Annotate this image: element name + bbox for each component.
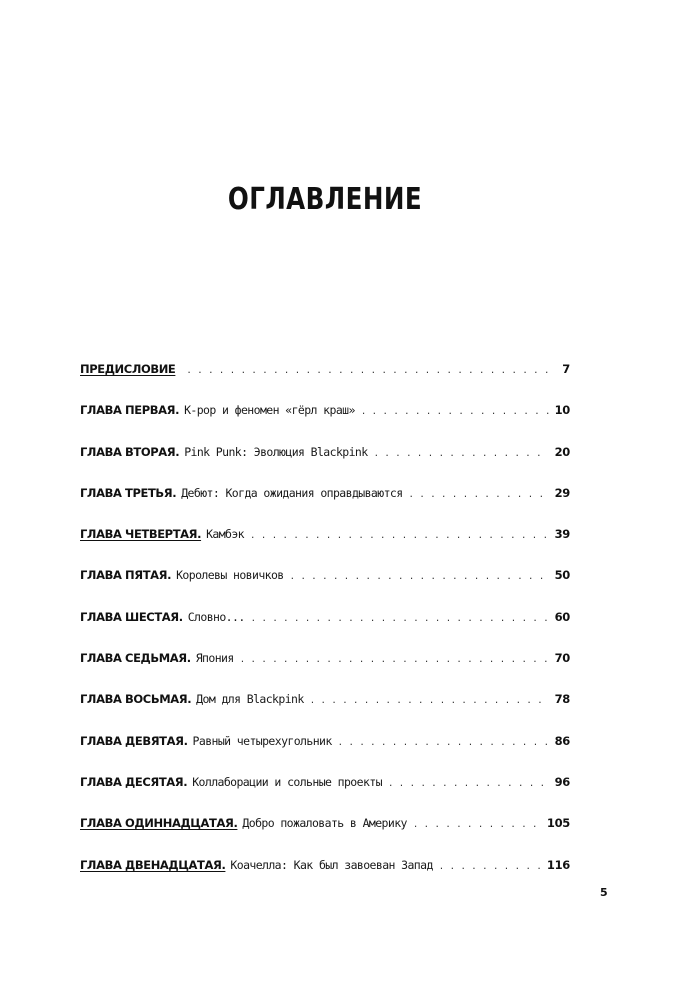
toc-entry-page-number: 105 — [546, 816, 570, 831]
toc-entry-chapter-3[interactable] — [80, 486, 570, 527]
toc-entry-label: ГЛАВА СЕДЬМАЯ. — [80, 651, 191, 666]
toc-entry-chapter-7[interactable] — [80, 651, 570, 692]
toc-entry-label: ГЛАВА ОДИННАДЦАТАЯ. — [80, 816, 238, 831]
toc-entry-chapter-5[interactable] — [80, 568, 570, 609]
toc-entry-chapter-8[interactable] — [80, 692, 570, 733]
toc-entry-page-number: 96 — [554, 774, 570, 789]
toc-leader-dots — [186, 366, 556, 376]
toc-leader-dots — [290, 572, 549, 582]
toc-entry-subtitle: Словно... — [187, 609, 245, 624]
toc-leader-dots — [413, 820, 541, 830]
toc-entry-label: ГЛАВА ВТОРАЯ. — [80, 444, 180, 459]
table-of-contents — [80, 362, 570, 899]
toc-entry-subtitle: Равный четырехугольник — [192, 733, 332, 748]
page-number: 5 — [600, 886, 608, 899]
toc-entry-chapter-4[interactable] — [80, 527, 570, 568]
toc-entry-page-number: 20 — [554, 444, 570, 459]
toc-entry-label: ГЛАВА ДЕВЯТАЯ. — [80, 733, 188, 748]
toc-leader-dots — [338, 738, 549, 748]
toc-entry-chapter-10[interactable] — [80, 775, 570, 816]
toc-entry-subtitle: Коачелла: Как был завоеван Запад — [230, 857, 433, 872]
toc-leader-dots — [251, 614, 549, 624]
toc-entry-label: ПРЕДИСЛОВИЕ — [80, 362, 176, 376]
toc-leader-dots — [374, 449, 549, 459]
toc-entry-label: ГЛАВА ВОСЬМАЯ. — [80, 692, 192, 707]
toc-entry-subtitle: Япония — [195, 651, 234, 666]
toc-entry-subtitle: Королевы новичков — [176, 568, 284, 583]
toc-entry-page-number: 70 — [554, 651, 570, 666]
toc-entry-page-number: 116 — [546, 857, 570, 872]
toc-entry-chapter-11[interactable] — [80, 816, 570, 857]
toc-entry-page-number: 39 — [554, 527, 570, 542]
toc-entry-label: ГЛАВА ШЕСТАЯ. — [80, 609, 183, 624]
toc-entry-chapter-6[interactable] — [80, 610, 570, 651]
toc-leader-dots — [310, 696, 549, 706]
toc-leader-dots — [388, 779, 549, 789]
toc-entry-chapter-9[interactable] — [80, 734, 570, 775]
toc-entry-label: ГЛАВА ДЕСЯТАЯ. — [80, 774, 188, 789]
toc-leader-dots — [409, 490, 549, 500]
toc-entry-page-number: 60 — [554, 609, 570, 624]
toc-entry-label: ГЛАВА ПЕРВАЯ. — [80, 403, 180, 418]
toc-leader-dots — [250, 531, 549, 541]
toc-entry-page-number: 78 — [554, 692, 570, 707]
toc-entry-subtitle: Камбэк — [206, 527, 245, 542]
toc-leader-dots — [439, 862, 541, 872]
toc-entry-page-number: 10 — [554, 403, 570, 418]
toc-leader-dots — [361, 407, 549, 417]
toc-entry-label: ГЛАВА ДВЕНАДЦАТАЯ. — [80, 857, 226, 872]
toc-entry-chapter-12[interactable] — [80, 858, 570, 899]
toc-entry-page-number: 7 — [562, 362, 570, 376]
toc-entry-subtitle: Коллаборации и сольные проекты — [192, 774, 382, 789]
toc-leader-dots — [240, 655, 549, 665]
toc-entry-page-number: 29 — [554, 485, 570, 500]
toc-entry-chapter-2[interactable] — [80, 445, 570, 486]
toc-entry-page-number: 50 — [554, 568, 570, 583]
toc-entry-subtitle: K-pop и феномен «гёрл краш» — [184, 403, 355, 418]
toc-entry-subtitle: Pink Punk: Эволюция Blackpink — [184, 444, 368, 459]
toc-entry-chapter-1[interactable] — [80, 403, 570, 444]
toc-entry-subtitle: Дебют: Когда ожидания оправдываются — [181, 485, 403, 500]
toc-entry-preface[interactable] — [80, 362, 570, 403]
toc-entry-label: ГЛАВА ЧЕТВЕРТАЯ. — [80, 527, 202, 542]
toc-entry-label: ГЛАВА ТРЕТЬЯ. — [80, 485, 177, 500]
toc-entry-subtitle: Дом для Blackpink — [196, 692, 304, 707]
toc-entry-subtitle: Добро пожаловать в Америку — [242, 816, 407, 831]
toc-entry-label: ГЛАВА ПЯТАЯ. — [80, 568, 172, 583]
page-title: ОГЛАВЛЕНИЕ — [227, 182, 423, 217]
toc-entry-page-number: 86 — [554, 733, 570, 748]
